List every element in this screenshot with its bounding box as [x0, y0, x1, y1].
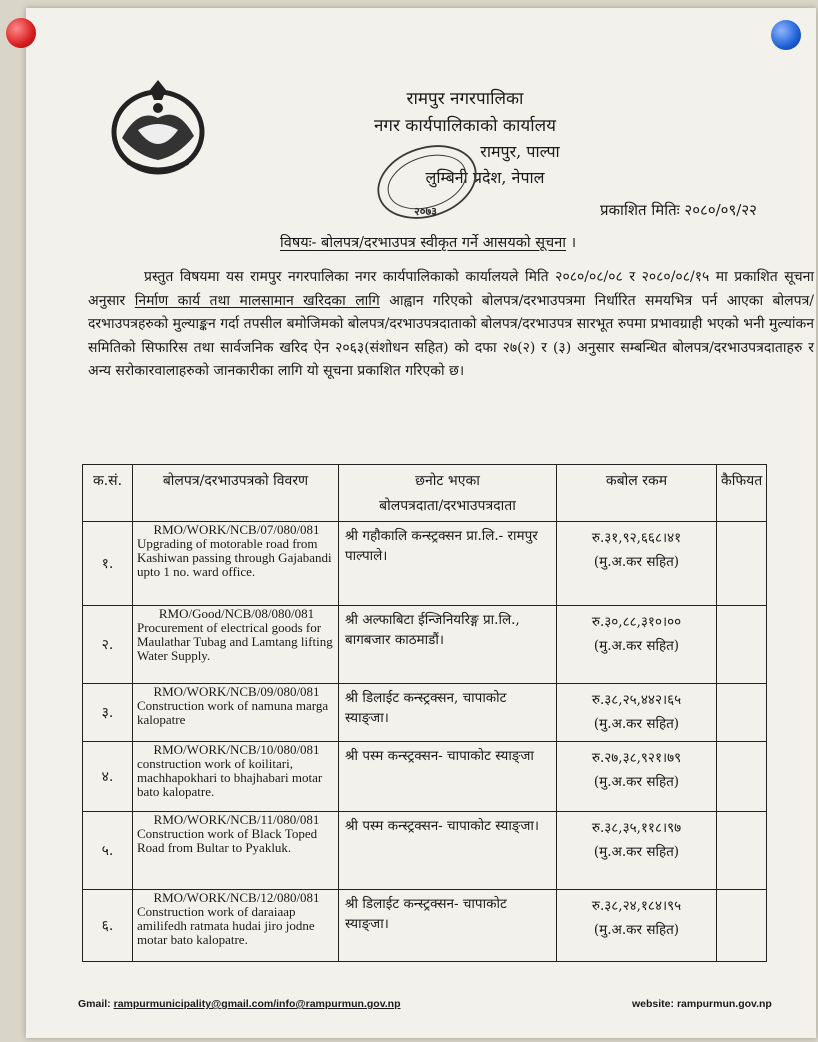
- row-sn: १.: [83, 522, 133, 606]
- row-amount-value: रु.३८,२४,१८४।९५: [591, 898, 682, 914]
- table-row: [83, 742, 767, 812]
- header-remarks: कैफियत: [717, 465, 767, 522]
- row-amount-vat: (मु.अ.कर सहित): [593, 638, 680, 654]
- row-desc-text: Upgrading of motorable road from Kashiwan passing through Gajabandi upto 1 no. ward office.: [137, 536, 332, 579]
- row-code: RMO/WORK/NCB/10/080/081: [153, 742, 320, 757]
- office-location: रामपुर, पाल्पा: [480, 142, 560, 161]
- row-bidder: श्री पस्म कन्स्ट्रक्सन- चापाकोट स्याङ्जा: [339, 742, 557, 812]
- row-amount: [557, 890, 717, 962]
- row-desc: [133, 812, 339, 890]
- blue-pushpin-icon: [771, 20, 801, 50]
- table-row: [83, 606, 767, 684]
- subject-prefix: विषयः-: [280, 235, 317, 251]
- row-bidder: श्री डिलाईट कन्स्ट्रक्सन, चापाकोट स्याङ्जा।: [339, 684, 557, 742]
- row-bidder: श्री गहौकालि कन्स्ट्रक्सन प्रा.लि.- रामपुर पाल्पाले।: [339, 522, 557, 606]
- row-remarks: [717, 684, 767, 742]
- nepal-emblem-icon: [108, 78, 208, 178]
- row-code: RMO/WORK/NCB/07/080/081: [153, 522, 320, 537]
- row-amount-vat: (मु.अ.कर सहित): [593, 554, 680, 570]
- footer-website: [632, 998, 772, 1010]
- row-desc-text: Construction work of namuna marga kalopatre: [137, 698, 329, 727]
- header-amount: कबोल रकम: [557, 465, 717, 522]
- row-amount-value: रु.३१,९२,६६८।४१: [591, 530, 682, 546]
- stamp-year: २०७३: [414, 205, 437, 218]
- row-desc-text: construction work of koilitari, machhapokhari to bhajhabari motar bato kalopatre.: [137, 756, 323, 799]
- header-sn: क.सं.: [83, 465, 133, 522]
- row-bidder: श्री डिलाईट कन्स्ट्रक्सन- चापाकोट स्याङ्जा।: [339, 890, 557, 962]
- table-row: [83, 522, 767, 606]
- row-amount-value: रु.२७,३८,९२१।७९: [591, 750, 682, 766]
- row-sn: ३.: [83, 684, 133, 742]
- row-desc: [133, 890, 339, 962]
- row-desc-text: Procurement of electrical goods for Maulathar Tubag and Lamtang lifting Water Supply.: [137, 620, 333, 663]
- bids-table: [82, 464, 767, 962]
- row-bidder: श्री पस्म कन्स्ट्रक्सन- चापाकोट स्याङ्जा।: [339, 812, 557, 890]
- header-desc: बोलपत्र/दरभाउपत्रको विवरण: [133, 465, 339, 522]
- table-row: [83, 812, 767, 890]
- row-amount: [557, 742, 717, 812]
- row-amount-value: रु.३८,३५,११८।९७: [591, 820, 682, 836]
- notice-body: [88, 266, 814, 384]
- row-code: RMO/WORK/NCB/11/080/081: [153, 812, 320, 827]
- row-amount: [557, 812, 717, 890]
- subject-text: बोलपत्र/दरभाउपत्र स्वीकृत गर्ने आसयको सूचना: [321, 235, 567, 251]
- row-remarks: [717, 890, 767, 962]
- notice-subject: [280, 232, 576, 252]
- row-code: RMO/Good/NCB/08/080/081: [158, 606, 315, 621]
- row-amount-value: रु.३०,८८,३१०।००: [591, 614, 682, 630]
- row-sn: ५.: [83, 812, 133, 890]
- published-date: प्रकाशित मितिः २०८०/०९/२२: [600, 201, 757, 219]
- row-amount-value: रु.३८,२५,४४२।६५: [591, 692, 682, 708]
- row-desc-text: Construction work of Black Toped Road from Bultar to Pyakluk.: [137, 826, 318, 855]
- row-amount-vat: (मु.अ.कर सहित): [593, 716, 680, 732]
- header-bidder: [339, 465, 557, 522]
- row-code: RMO/WORK/NCB/12/080/081: [153, 890, 320, 905]
- office-province: लुम्बिनी प्रदेश, नेपाल: [425, 168, 545, 187]
- office-name: रामपुर नगरपालिका: [406, 89, 524, 109]
- row-sn: ६.: [83, 890, 133, 962]
- row-desc-text: Construction work of daraiaap amilifedh ratmata hudai jiro jodne motar bato kalopatre.: [137, 904, 315, 947]
- body-underlined: निर्माण कार्य तथा मालसामान खरिदका लागि: [134, 292, 380, 309]
- red-pushpin-icon: [6, 18, 36, 48]
- footer-website-link[interactable]: rampurmun.gov.np: [676, 998, 772, 1010]
- body-part1: प्रस्तुत विषयमा यस रामपुर नगरपालिका नगर कार्यपालिकाको कार्यालयले मिति २०८०/०८/०८ र २०८०/०८/१५ मा प्रकाशित सूचना अनुसार: [88, 269, 814, 309]
- official-seal-stamp: [372, 142, 482, 220]
- row-code: RMO/WORK/NCB/09/080/081: [153, 684, 320, 699]
- row-amount: [557, 606, 717, 684]
- row-sn: २.: [83, 606, 133, 684]
- row-remarks: [717, 742, 767, 812]
- row-amount: [557, 684, 717, 742]
- row-desc: [133, 606, 339, 684]
- row-remarks: [717, 606, 767, 684]
- row-amount-vat: (मु.अ.कर सहित): [593, 774, 680, 790]
- table-row: [83, 890, 767, 962]
- footer-email: [78, 998, 401, 1010]
- row-remarks: [717, 522, 767, 606]
- row-sn: ४.: [83, 742, 133, 812]
- header-bidder-line2: बोलपत्रदाता/दरभाउपत्रदाता: [379, 498, 516, 514]
- row-desc: [133, 684, 339, 742]
- row-amount-vat: (मु.अ.कर सहित): [593, 844, 680, 860]
- row-desc: [133, 522, 339, 606]
- row-remarks: [717, 812, 767, 890]
- subject-suffix: ।: [570, 235, 577, 251]
- row-amount: [557, 522, 717, 606]
- row-bidder: श्री अल्फाबिटा ईन्जिनियरिङ्ग प्रा.लि., बागबजार काठमाडौं।: [339, 606, 557, 684]
- row-desc: [133, 742, 339, 812]
- footer-website-label: website:: [632, 998, 675, 1010]
- header-bidder-line1: छनोट भएका: [415, 473, 480, 489]
- office-subtitle: नगर कार्यपालिकाको कार्यालय: [373, 116, 557, 136]
- table-header-row: [83, 465, 767, 522]
- body-part2: आह्वान गरिएको बोलपत्र/दरभाउपत्रमा निर्धारित समयभित्र पर्न आएका बोलपत्र/दरभाउपत्रहरुको मुल्याङ्कन गर्दा तपसील बमोजिमको बोलपत्र/दरभाउपत्रदाताको बोलपत्र/दरभाउपत्र सारभूत रुपमा प्रभावग्राही भएको भनी मुल्यांकन समितिको सिफारिस तथा सार्वजनिक खरिद ऐन २०६३(संशोधन सहित) को दफा २७(२) र (३) अनुसार सम्बन्धित बोलपत्र/दरभाउपत्रदाताहरु र अन्य सरोकारवालाहरुको जानकारीका लागि यो सूचना प्रकाशित गरिएको छ।: [88, 292, 815, 379]
- footer-email-link[interactable]: rampurmunicipality@gmail.com/info@rampurmun.gov.np: [113, 998, 401, 1010]
- footer-email-label: Gmail:: [78, 998, 111, 1010]
- table-row: [83, 684, 767, 742]
- row-amount-vat: (मु.अ.कर सहित): [593, 922, 680, 938]
